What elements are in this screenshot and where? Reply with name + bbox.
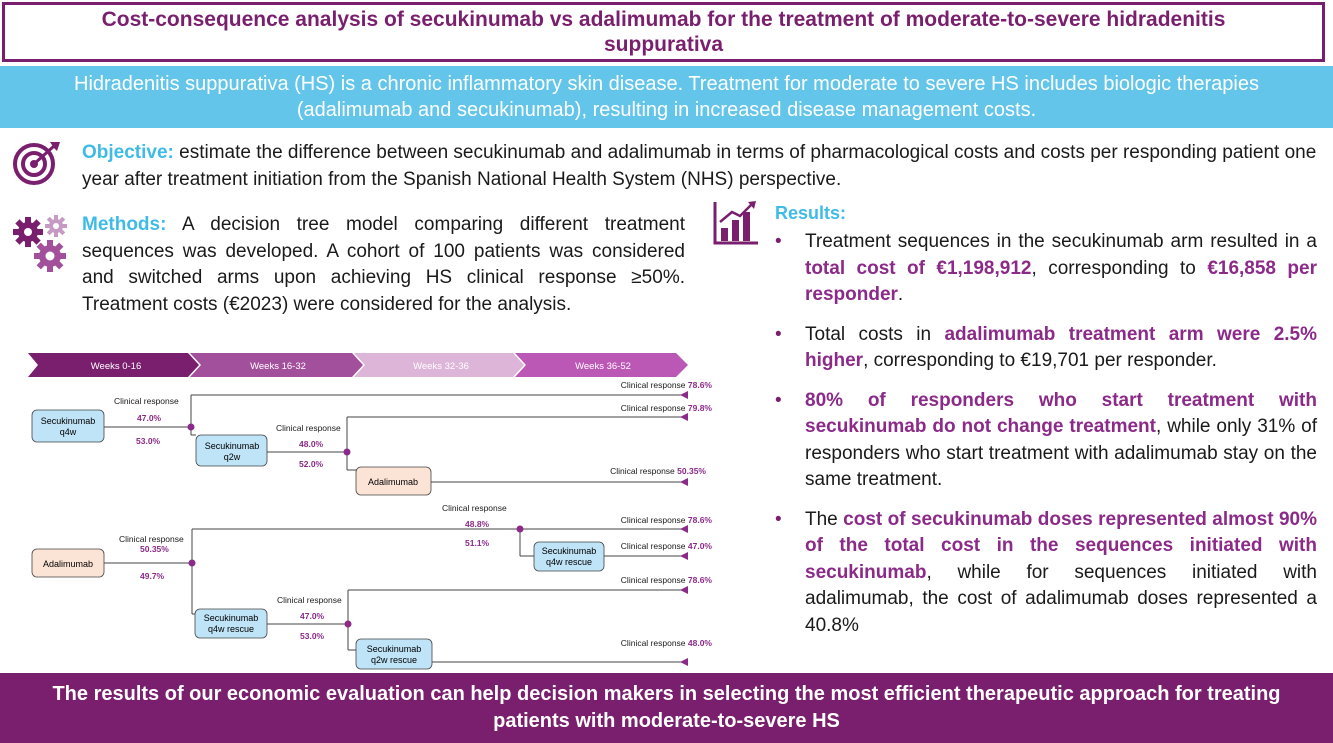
bar-chart-icon: [712, 200, 760, 246]
terminal-node: [680, 525, 688, 533]
outcome-label: Clinical response 78.6%: [620, 575, 712, 585]
branch-label: Clinical response: [442, 503, 507, 513]
svg-text:Secukinumab: Secukinumab: [203, 613, 259, 623]
svg-text:q4w rescue: q4w rescue: [207, 624, 255, 634]
svg-text:q4w rescue: q4w rescue: [545, 557, 593, 567]
svg-text:Adalimumab: Adalimumab: [42, 559, 94, 569]
probability: 51.1%: [465, 538, 490, 548]
target-icon: [10, 140, 64, 186]
svg-text:q2w rescue: q2w rescue: [370, 655, 418, 665]
svg-text:Secukinumab: Secukinumab: [366, 644, 422, 654]
branch-label: Clinical response: [277, 595, 342, 605]
svg-text:q4w: q4w: [59, 427, 77, 437]
branch-label: Clinical response: [119, 534, 184, 544]
result-item: • Total costs in adalimumab treatment arm were 2.5% higher, corresponding to €19,701 per responder.: [775, 323, 1317, 371]
chance-node: [517, 526, 524, 533]
objective-text: estimate the difference between secukinumab and adalimumab in terms of pharmacological costs and costs per responding patient one year after treatment initiation from the Spanish National Health System (NHS) perspective.: [82, 142, 1317, 190]
chance-node: [189, 560, 196, 567]
probability: 47.0%: [300, 611, 325, 621]
decision-tree-diagram: [0, 350, 720, 672]
terminal-node: [680, 658, 688, 666]
svg-text:Secukinumab: Secukinumab: [40, 416, 96, 426]
outcome-label: Clinical response 78.6%: [620, 380, 712, 390]
results-list: [775, 229, 1317, 652]
outcome-label: Clinical response 79.8%: [620, 403, 712, 413]
terminal-node: [680, 478, 688, 486]
chance-node: [188, 424, 195, 431]
outcome-label: Clinical response 47.0%: [620, 541, 712, 551]
intro-text: Hidradenitis suppurativa (HS) is a chronic inflammatory skin disease. Treatment for moderate to severe HS includes biologic therapies (adalimumab and secukinumab), resulting in increased disease management costs.: [74, 73, 1259, 121]
probability: 52.0%: [299, 459, 324, 469]
svg-text:Adalimumab: Adalimumab: [367, 477, 419, 487]
probability: 53.0%: [136, 436, 161, 446]
branch-label: Clinical response: [276, 423, 341, 433]
methods-paragraph: [82, 212, 685, 318]
intro-band: [0, 66, 1333, 128]
gears-icon: [10, 212, 70, 274]
node-secukinumab-q4w: [32, 410, 104, 442]
timeline-label: Weeks 16-32: [250, 361, 306, 372]
terminal-node: [680, 391, 688, 399]
objective-paragraph: [82, 140, 1322, 193]
result-item: • 80% of responders who start treatment with secukinumab do not change treatment, while only 31% of responders who start treatment with adalimumab stay on the same treatment.: [775, 389, 1317, 490]
chance-node: [344, 449, 351, 456]
footer-text: The results of our economic evaluation can help decision makers in selecting the most efficient therapeutic approach for treating patients with moderate-to-severe HS: [52, 683, 1281, 732]
probability: 48.0%: [299, 439, 324, 449]
objective-label: Objective:: [82, 142, 174, 163]
probability: 47.0%: [137, 413, 162, 423]
result-item: • Treatment sequences in the secukinumab arm resulted in a total cost of €1,198,912, corresponding to €16,858 per responder.: [775, 231, 1317, 305]
results-label: Results:: [775, 203, 847, 223]
timeline-label: Weeks 36-52: [575, 361, 631, 372]
result-item: • The cost of secukinumab doses represented almost 90% of the total cost in the sequences initiated with secukinumab, while for sequences initiated with adalimumab, the cost of adalimumab doses represented a 40.8%: [775, 508, 1317, 636]
probability: 50.35%: [140, 544, 169, 554]
svg-text:q2w: q2w: [223, 452, 241, 462]
outcome-label: Clinical response 50.35%: [610, 466, 706, 476]
outcome-label: Clinical response 48.0%: [620, 638, 712, 648]
methods-text: A decision tree model comparing different treatment sequences was developed. A cohort of 100 patients was considered and switched arms upon achieving HS clinical response ≥50%. Treatment costs (€2023) were considered for the analysis.: [82, 214, 685, 315]
title-box: [2, 2, 1325, 62]
timeline-label: Weeks 32-36: [413, 361, 469, 372]
probability: 53.0%: [300, 631, 325, 641]
svg-text:Secukinumab: Secukinumab: [204, 441, 260, 451]
chance-node: [345, 621, 352, 628]
footer-band: [0, 673, 1333, 743]
terminal-node: [680, 413, 688, 421]
timeline-label: Weeks 0-16: [90, 361, 142, 372]
page-title: Cost-consequence analysis of secukinumab vs adalimumab for the treatment of moderate-to-severe hidradenitis suppurativa: [101, 8, 1226, 56]
probability: 49.7%: [140, 571, 165, 581]
probability: 48.8%: [465, 519, 490, 529]
terminal-node: [680, 552, 688, 560]
svg-text:Secukinumab: Secukinumab: [541, 546, 597, 556]
branch-label: Clinical response: [114, 396, 179, 406]
terminal-node: [680, 586, 688, 594]
outcome-label: Clinical response 78.6%: [620, 515, 712, 525]
methods-label: Methods:: [82, 214, 167, 235]
